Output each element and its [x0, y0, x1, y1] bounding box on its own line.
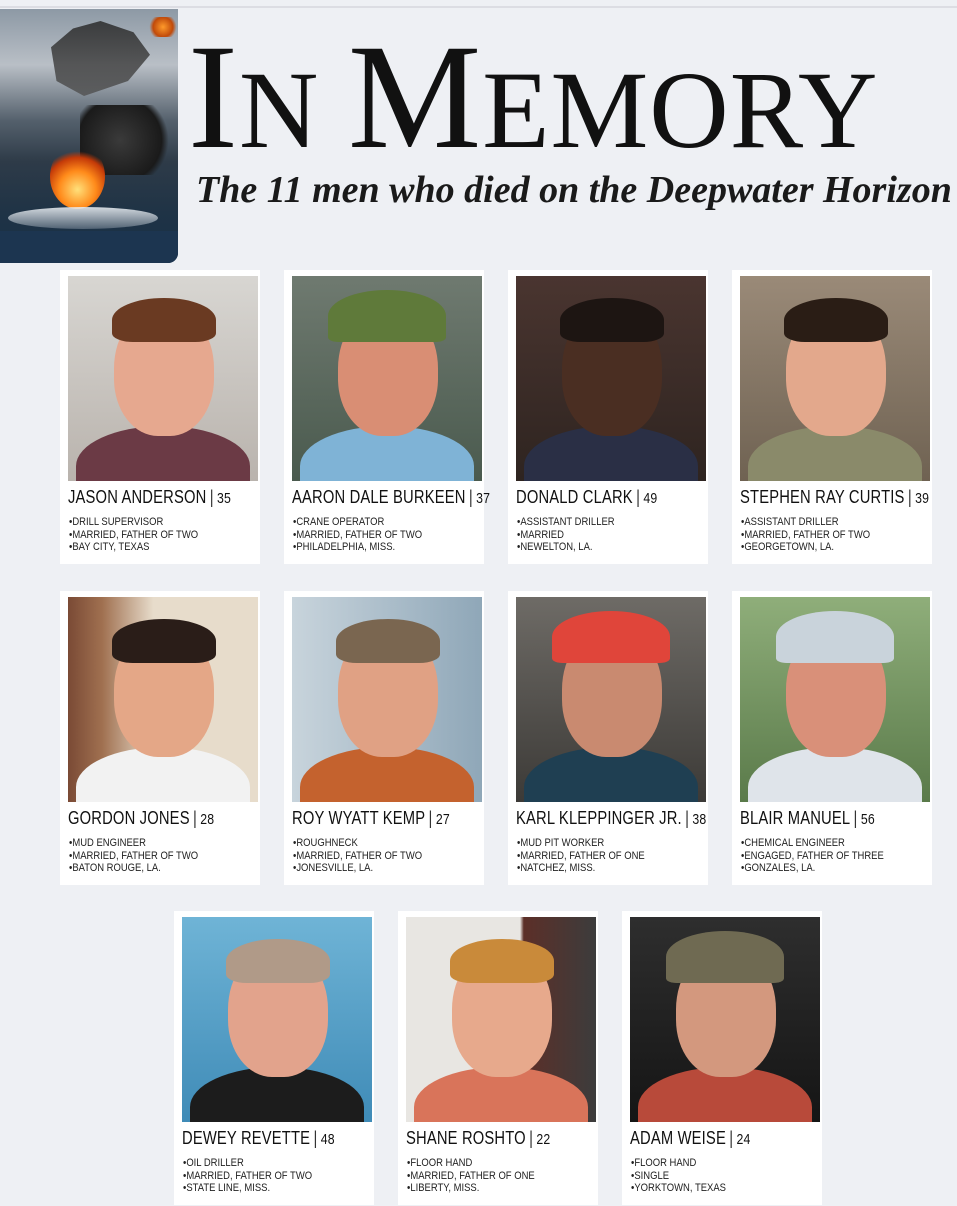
victim-details — [517, 516, 715, 554]
victim-detail: • NATCHEZ, MISS. — [517, 862, 715, 875]
portrait-photo — [516, 597, 706, 802]
portrait-photo — [406, 917, 596, 1122]
victim-details — [183, 1157, 381, 1195]
victim-name: AARON DALE BURKEEN — [292, 487, 466, 507]
victim-details — [293, 516, 491, 554]
victim-age: 22 — [536, 1131, 551, 1148]
victim-age: 38 — [692, 811, 707, 828]
victim-name: ROY WYATT KEMP — [292, 808, 426, 828]
victim-card: SHANE ROSHTO | 22 • FLOOR HAND • MARRIED, FATHER OF ONE • LIBERTY, MISS. — [398, 911, 598, 1205]
victim-details — [407, 1157, 605, 1195]
victim-detail: • MARRIED, FATHER OF TWO — [69, 529, 267, 542]
portrait-photo — [292, 597, 482, 802]
portrait-photo — [740, 276, 930, 481]
victim-name: SHANE ROSHTO — [406, 1128, 526, 1148]
victim-age: 35 — [217, 490, 232, 507]
victim-detail: • ENGAGED, FATHER OF THREE — [741, 850, 939, 863]
victim-detail: • ASSISTANT DRILLER — [741, 516, 939, 529]
victim-card: DONALD CLARK | 49 • ASSISTANT DRILLER • MARRIED • NEWELTON, LA. — [508, 270, 708, 564]
victim-detail: • MARRIED, FATHER OF ONE — [407, 1170, 605, 1183]
victim-name: GORDON JONES — [68, 808, 190, 828]
victim-details — [741, 837, 939, 875]
victim-age: 48 — [320, 1131, 335, 1148]
victim-detail: • JONESVILLE, LA. — [293, 862, 491, 875]
victim-detail: • LIBERTY, MISS. — [407, 1182, 605, 1195]
victim-detail: • STATE LINE, MISS. — [183, 1182, 381, 1195]
victim-details — [517, 837, 715, 875]
victim-card: KARL KLEPPINGER JR. | 38 • MUD PIT WORKER • MARRIED, FATHER OF ONE • NATCHEZ, MISS. — [508, 591, 708, 885]
victim-age: 24 — [736, 1131, 751, 1148]
victim-detail: • NEWELTON, LA. — [517, 541, 715, 554]
victim-detail: • GONZALES, LA. — [741, 862, 939, 875]
victim-details — [69, 516, 267, 554]
page-subtitle: The 11 men who died on the Deepwater Horizon — [196, 169, 952, 211]
victim-details — [69, 837, 267, 875]
victim-detail: • CHEMICAL ENGINEER — [741, 837, 939, 850]
victim-detail: • FLOOR HAND — [407, 1157, 605, 1170]
victim-detail: • BATON ROUGE, LA. — [69, 862, 267, 875]
victim-detail: • SINGLE — [631, 1170, 829, 1183]
victim-detail: • MARRIED, FATHER OF TWO — [183, 1170, 381, 1183]
victim-detail: • MUD PIT WORKER — [517, 837, 715, 850]
victim-name: DEWEY REVETTE — [182, 1128, 311, 1148]
portrait-photo — [292, 276, 482, 481]
victim-card: DEWEY REVETTE | 48 • OIL DRILLER • MARRIED, FATHER OF TWO • STATE LINE, MISS. — [174, 911, 374, 1205]
victim-name: JASON ANDERSON — [68, 487, 207, 507]
page-title: IN MEMORY — [188, 14, 879, 180]
victim-name: ADAM WEISE — [630, 1128, 726, 1148]
victim-card: ROY WYATT KEMP | 27 • ROUGHNECK • MARRIED, FATHER OF TWO • JONESVILLE, LA. — [284, 591, 484, 885]
portrait-photo — [68, 597, 258, 802]
victim-detail: • MARRIED — [517, 529, 715, 542]
victim-age: 37 — [476, 490, 491, 507]
victim-name: DONALD CLARK — [516, 487, 633, 507]
portrait-photo — [740, 597, 930, 802]
victim-name: KARL KLEPPINGER JR. — [516, 808, 682, 828]
portrait-photo — [68, 276, 258, 481]
victim-age: 27 — [435, 811, 450, 828]
victim-age: 28 — [200, 811, 215, 828]
victim-details — [631, 1157, 829, 1195]
victim-detail: • GEORGETOWN, LA. — [741, 541, 939, 554]
victim-card: ADAM WEISE | 24 • FLOOR HAND • SINGLE • YORKTOWN, TEXAS — [622, 911, 822, 1205]
portrait-photo — [516, 276, 706, 481]
victim-detail: • MARRIED, FATHER OF TWO — [293, 529, 491, 542]
victim-age: 49 — [643, 490, 658, 507]
victim-detail: • ASSISTANT DRILLER — [517, 516, 715, 529]
victim-detail: • MARRIED, FATHER OF ONE — [517, 850, 715, 863]
victim-detail: • MARRIED, FATHER OF TWO — [69, 850, 267, 863]
victim-detail: • ROUGHNECK — [293, 837, 491, 850]
victim-detail: • DRILL SUPERVISOR — [69, 516, 267, 529]
victim-name: STEPHEN RAY CURTIS — [740, 487, 905, 507]
victim-age: 56 — [860, 811, 875, 828]
victim-card: STEPHEN RAY CURTIS | 39 • ASSISTANT DRILLER • MARRIED, FATHER OF TWO • GEORGETOWN, LA. — [732, 270, 932, 564]
victim-age: 39 — [915, 490, 930, 507]
victim-detail: • BAY CITY, TEXAS — [69, 541, 267, 554]
victim-name: BLAIR MANUEL — [740, 808, 851, 828]
victim-card: BLAIR MANUEL | 56 • CHEMICAL ENGINEER • ENGAGED, FATHER OF THREE • GONZALES, LA. — [732, 591, 932, 885]
victim-card: AARON DALE BURKEEN | 37 • CRANE OPERATOR • MARRIED, FATHER OF TWO • PHILADELPHIA, MISS. — [284, 270, 484, 564]
portrait-photo — [182, 917, 372, 1122]
victim-detail: • CRANE OPERATOR — [293, 516, 491, 529]
victim-detail: • MARRIED, FATHER OF TWO — [293, 850, 491, 863]
victim-detail: • FLOOR HAND — [631, 1157, 829, 1170]
victim-detail: • PHILADELPHIA, MISS. — [293, 541, 491, 554]
victim-detail: • MUD ENGINEER — [69, 837, 267, 850]
portrait-photo — [630, 917, 820, 1122]
victim-detail: • OIL DRILLER — [183, 1157, 381, 1170]
victim-detail: • MARRIED, FATHER OF TWO — [741, 529, 939, 542]
victim-card: GORDON JONES | 28 • MUD ENGINEER • MARRIED, FATHER OF TWO • BATON ROUGE, LA. — [60, 591, 260, 885]
victim-details — [741, 516, 939, 554]
victim-detail: • YORKTOWN, TEXAS — [631, 1182, 829, 1195]
victim-details — [293, 837, 491, 875]
victim-card: JASON ANDERSON | 35 • DRILL SUPERVISOR • MARRIED, FATHER OF TWO • BAY CITY, TEXAS — [60, 270, 260, 564]
